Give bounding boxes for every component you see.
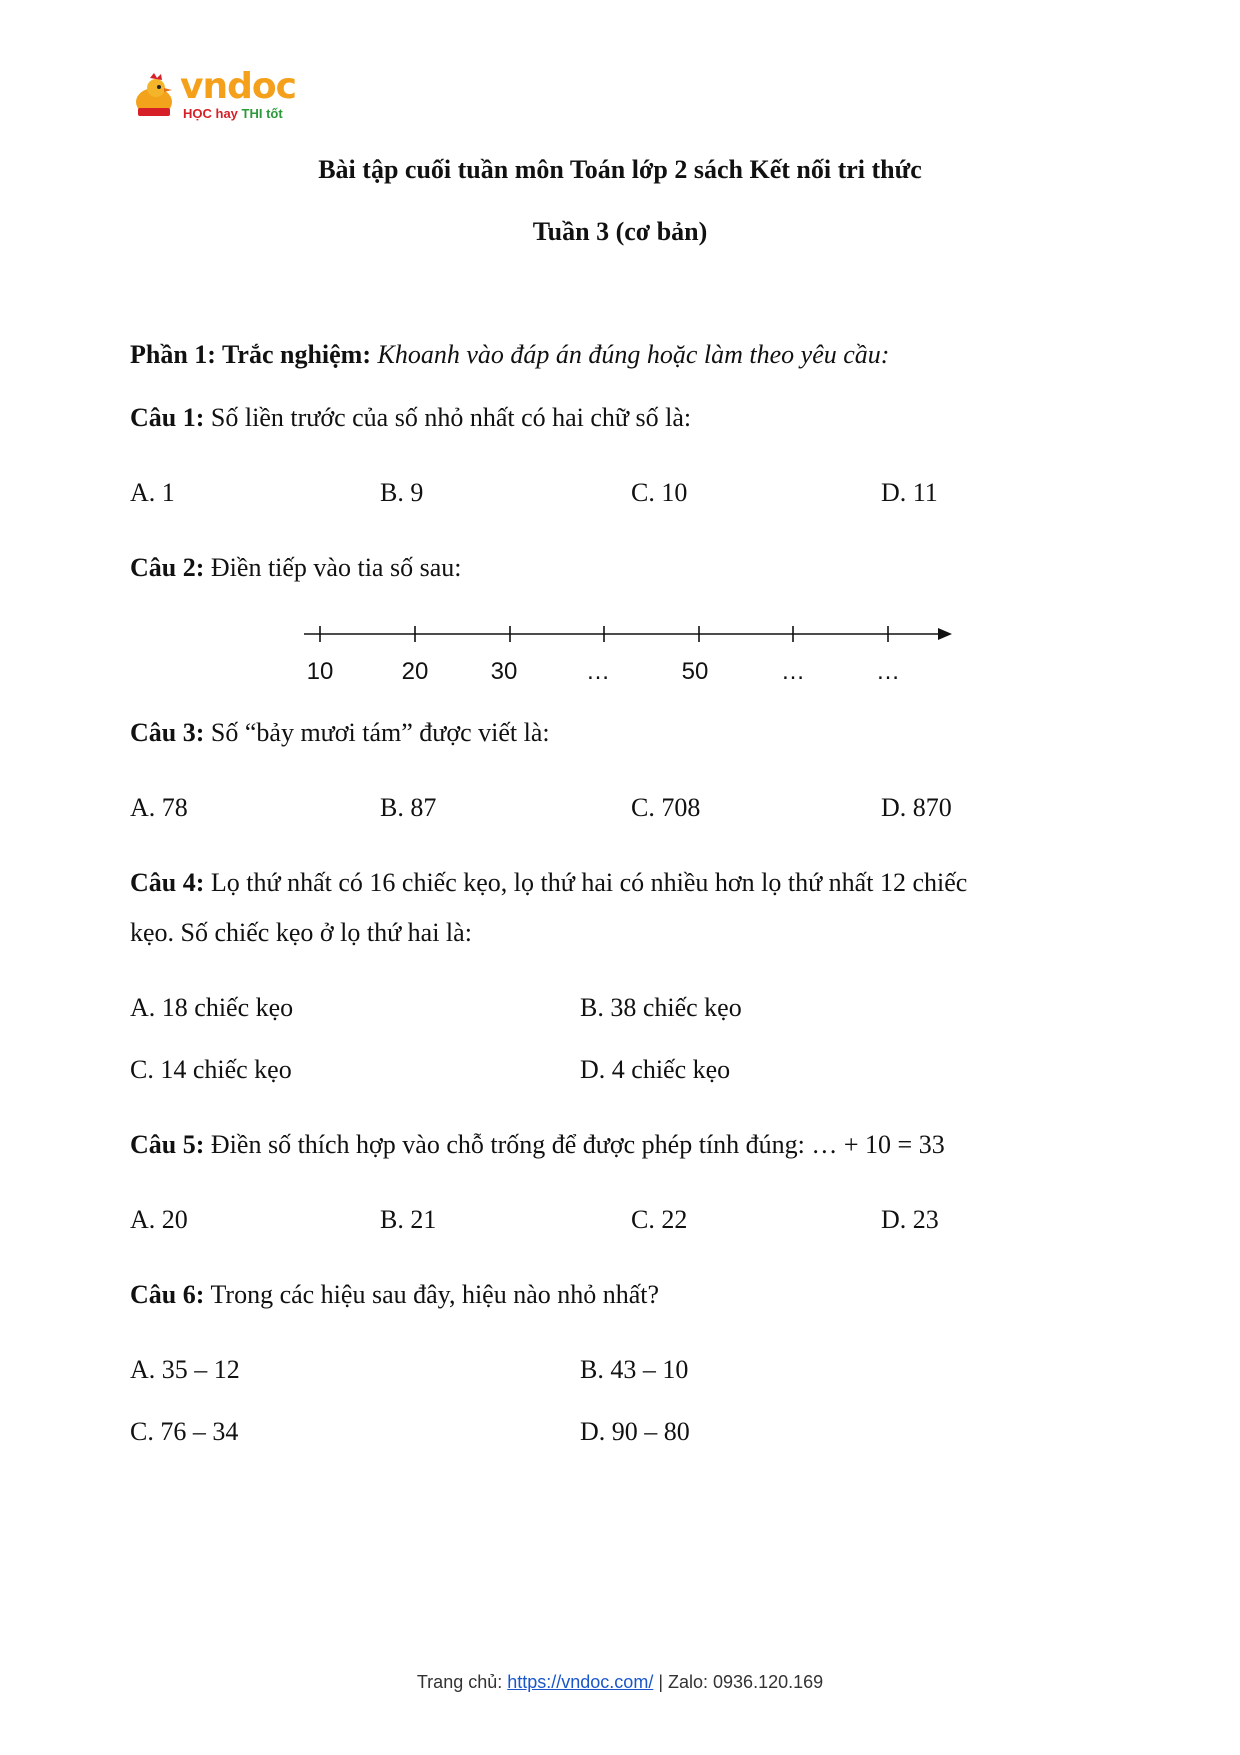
question-5-text: Điền số thích hợp vào chỗ trống để được phép tính đúng: … + 10 = 33 [210,1130,945,1159]
number-line-label: 20 [401,658,429,685]
question-4-text-line1: Lọ thứ nhất có 16 chiếc kẹo, lọ thứ hai có nhiều hơn lọ thứ nhất 12 chiếc [210,868,968,897]
q5-option-a[interactable]: A. 20 [130,1205,188,1234]
question-3-label: Câu 3: [130,718,205,747]
part1-heading [130,340,889,370]
q4-option-d[interactable]: D. 4 chiếc kẹo [580,1055,731,1084]
question-1-text: Số liền trước của số nhỏ nhất có hai chữ số là: [210,403,692,432]
part1-instruction: Khoanh vào đáp án đúng hoặc làm theo yêu cầu: [377,340,890,369]
q1-option-c[interactable]: C. 10 [631,478,688,507]
vndoc-logo [130,66,296,126]
question-2-text: Điền tiếp vào tia số sau: [210,553,462,582]
q1-option-b[interactable]: B. 9 [380,478,424,507]
part1-label: Phần 1: Trắc nghiệm: [130,340,371,369]
number-line-blank[interactable]: … [781,658,805,685]
number-line-axis [300,620,960,656]
q1-option-a[interactable]: A. 1 [130,478,175,507]
number-line-label: 10 [306,658,334,685]
q3-option-b[interactable]: B. 87 [380,793,437,822]
q1-option-d[interactable]: D. 11 [881,478,938,507]
q3-option-a[interactable]: A. 78 [130,793,188,822]
slogan-red: HỌC hay [183,106,242,121]
question-3 [130,718,550,748]
logo-brand-text: vndoc [180,66,296,107]
q4-option-a[interactable]: A. 18 chiếc kẹo [130,993,294,1022]
q6-option-d[interactable]: D. 90 – 80 [580,1417,690,1446]
number-line [300,620,960,690]
document-subtitle: Tuần 3 (cơ bản) [532,217,708,246]
question-1-label: Câu 1: [130,403,205,432]
q5-option-c[interactable]: C. 22 [631,1205,688,1234]
logo-slogan [183,106,283,121]
q5-option-d[interactable]: D. 23 [881,1205,939,1234]
number-line-label: 30 [490,658,518,685]
q3-option-c[interactable]: C. 708 [631,793,701,822]
question-6 [130,1280,659,1310]
question-5-label: Câu 5: [130,1130,205,1159]
question-6-label: Câu 6: [130,1280,205,1309]
question-6-text: Trong các hiệu sau đây, hiệu nào nhỏ nhất? [210,1280,660,1309]
q6-option-b[interactable]: B. 43 – 10 [580,1355,689,1384]
question-2-label: Câu 2: [130,553,205,582]
q4-option-b[interactable]: B. 38 chiếc kẹo [580,993,742,1022]
q3-option-d[interactable]: D. 870 [881,793,952,822]
number-line-blank[interactable]: … [586,658,610,685]
number-line-blank[interactable]: … [876,658,900,685]
document-title: Bài tập cuối tuần môn Toán lớp 2 sách Kết nối tri thức [318,155,922,184]
question-1 [130,403,691,433]
footer-prefix: Trang chủ: [416,1672,508,1692]
question-2 [130,553,461,583]
footer-contact: | Zalo: 0936.120.169 [653,1672,824,1692]
q5-option-b[interactable]: B. 21 [380,1205,437,1234]
question-3-text: Số “bảy mươi tám” được viết là: [210,718,550,747]
number-line-label: 50 [681,658,709,685]
q6-option-a[interactable]: A. 35 – 12 [130,1355,240,1384]
rooster-mascot-icon [130,72,178,120]
slogan-green: THI tốt [241,106,283,121]
question-4-label: Câu 4: [130,868,205,897]
footer-home-link[interactable]: https://vndoc.com/ [507,1672,654,1692]
q6-option-c[interactable]: C. 76 – 34 [130,1417,239,1446]
question-4-text-line2: kẹo. Số chiếc kẹo ở lọ thứ hai là: [130,918,472,947]
question-4 [130,868,967,898]
number-line-arrow-icon [938,628,952,640]
q4-option-c[interactable]: C. 14 chiếc kẹo [130,1055,292,1084]
page-footer [0,1672,1240,1693]
question-5 [130,1130,945,1160]
